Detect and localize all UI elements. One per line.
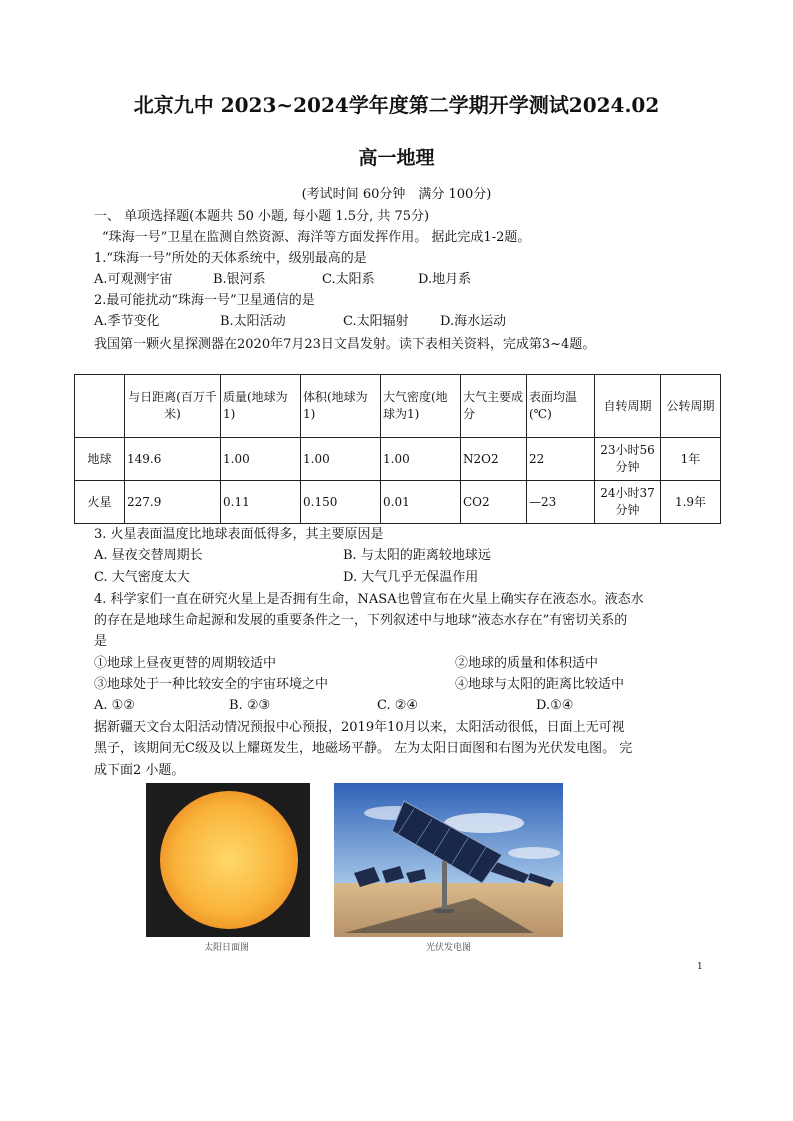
sun-disk-image xyxy=(146,783,310,937)
table-row xyxy=(75,481,721,524)
table-cell: 22 xyxy=(527,438,595,481)
intro-paragraph-1: “珠海一号”卫星在监测自然资源、海洋等方面发挥作用。 据此完成1-2题。 xyxy=(102,230,531,245)
question-3-option-a: A. 昼夜交替周期长 xyxy=(94,548,203,563)
page-number: 1 xyxy=(697,962,703,972)
question-4-stem-line-1: 4. 科学家们一直在研究火星上是否拥有生命，NASA也曾宣布在火星上确实存在液态水。液态水 xyxy=(94,592,644,607)
question-1-option-c: C.太阳系 xyxy=(322,272,375,287)
table-cell: 1.00 xyxy=(301,438,381,481)
intro-paragraph-3-line-2: 黑子，该期间无C级及以上耀斑发生，地磁场平静。 左为太阳日面图和右图为光伏发电图。 完 xyxy=(94,741,633,756)
table-header-cell: 公转周期 xyxy=(661,375,721,438)
sun-disk xyxy=(160,791,298,929)
table-cell: 24小时37分钟 xyxy=(595,481,661,524)
table-header-cell: 自转周期 xyxy=(595,375,661,438)
solar-panel-illustration xyxy=(334,783,563,937)
question-1-option-a: A.可观测宇宙 xyxy=(94,272,173,287)
table-header-cell: 与日距离(百万千米) xyxy=(125,375,221,438)
question-3-stem: 3. 火星表面温度比地球表面低得多，其主要原因是 xyxy=(94,527,384,542)
intro-paragraph-3-line-1: 据新疆天文台太阳活动情况预报中心预报，2019年10月以来，太阳活动很低，日面上无可视 xyxy=(94,720,625,735)
section-heading: 一、 单项选择题(本题共 50 小题, 每小题 1.5分, 共 75分) xyxy=(94,209,430,224)
table-header-cell: 体积(地球为1) xyxy=(301,375,381,438)
question-1-option-b: B.银河系 xyxy=(213,272,266,287)
question-2-stem: 2.最可能扰动“珠海一号”卫星通信的是 xyxy=(94,293,315,308)
table-cell: N2O2 xyxy=(461,438,527,481)
intro-paragraph-2: 我国第一颗火星探测器在2020年7月23日文昌发射。读下表相关资料，完成第3~4题。 xyxy=(94,337,596,352)
question-2-option-b: B.太阳活动 xyxy=(220,314,286,329)
question-4-stem-line-2: 的存在是地球生命起源和发展的重要条件之一，下列叙述中与地球“液态水存在”有密切关系的 xyxy=(94,613,628,628)
subject-title: 高一地理 xyxy=(358,147,435,169)
table-cell: 0.150 xyxy=(301,481,381,524)
table-header-cell: 大气密度(地球为1) xyxy=(381,375,461,438)
table-cell: 1.00 xyxy=(381,438,461,481)
table-cell: 227.9 xyxy=(125,481,221,524)
question-2-option-d: D.海水运动 xyxy=(440,314,507,329)
question-3-option-b: B. 与太阳的距离较地球远 xyxy=(343,548,491,563)
table-cell: 1.9年 xyxy=(661,481,721,524)
intro-paragraph-3-line-3: 成下面2 小题。 xyxy=(94,763,185,778)
table-cell: 23小时56分钟 xyxy=(595,438,661,481)
table-cell: 地球 xyxy=(75,438,125,481)
table-cell: 0.11 xyxy=(221,481,301,524)
table-cell: CO2 xyxy=(461,481,527,524)
question-4-item-3: ③地球处于一种比较安全的宇宙环境之中 xyxy=(94,677,329,692)
table-cell: 火星 xyxy=(75,481,125,524)
planet-data-table xyxy=(74,374,721,524)
sun-caption: 太阳日面图 xyxy=(204,943,250,953)
question-4-stem-line-3: 是 xyxy=(94,634,108,649)
table-header-cell: 大气主要成分 xyxy=(461,375,527,438)
exam-info: (考试时间 60分钟 满分 100分) xyxy=(301,187,492,202)
table-cell: 149.6 xyxy=(125,438,221,481)
table-header-cell: 质量(地球为1) xyxy=(221,375,301,438)
table-cell: 0.01 xyxy=(381,481,461,524)
question-4-option-d: D.①④ xyxy=(536,698,574,713)
table-cell: 1.00 xyxy=(221,438,301,481)
question-3-option-d: D. 大气几乎无保温作用 xyxy=(343,570,479,585)
question-1-option-d: D.地月系 xyxy=(418,272,472,287)
question-4-option-b: B. ②③ xyxy=(229,698,271,713)
table-cell: 1年 xyxy=(661,438,721,481)
question-3-option-c: C. 大气密度太大 xyxy=(94,570,190,585)
pv-caption: 光伏发电图 xyxy=(426,943,472,953)
question-4-item-4: ④地球与太阳的距离比较适中 xyxy=(455,677,625,692)
table-header-cell: 表面均温(℃) xyxy=(527,375,595,438)
table-header-row xyxy=(75,375,721,438)
question-4-item-1: ①地球上昼夜更替的周期较适中 xyxy=(94,656,277,671)
question-4-option-a: A. ①② xyxy=(94,698,135,713)
question-1-stem: 1.“珠海一号”所处的天体系统中，级别最高的是 xyxy=(94,251,367,266)
question-2-option-a: A.季节变化 xyxy=(94,314,160,329)
table-header-cell xyxy=(75,375,125,438)
table-row xyxy=(75,438,721,481)
table-cell: —23 xyxy=(527,481,595,524)
question-4-item-2: ②地球的质量和体积适中 xyxy=(455,656,599,671)
exam-title: 北京九中 2023~2024学年度第二学期开学测试2024.02 xyxy=(133,93,660,117)
question-2-option-c: C.太阳辐射 xyxy=(343,314,409,329)
question-4-option-c: C. ②④ xyxy=(377,698,419,713)
solar-panel-photo xyxy=(334,783,563,937)
